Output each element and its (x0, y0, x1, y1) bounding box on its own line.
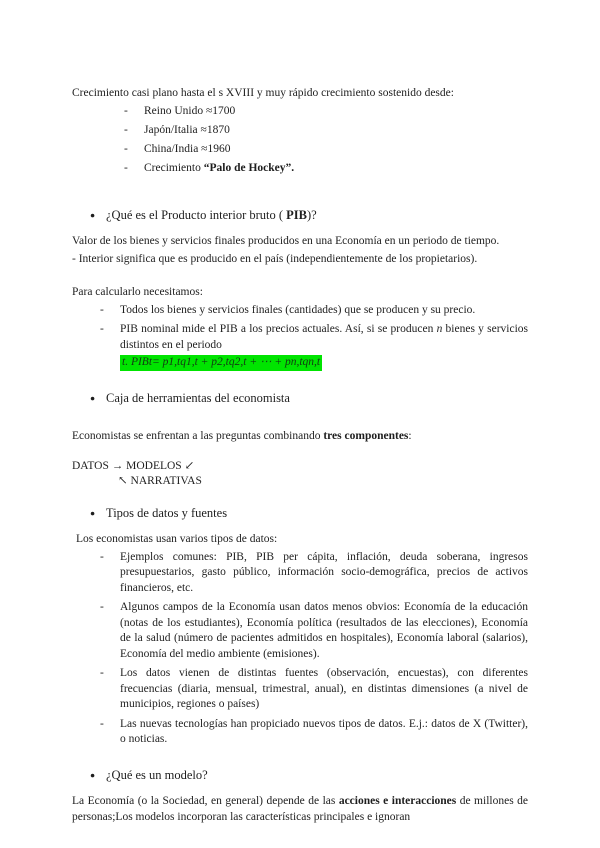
text-run: ¿Qué es el Producto interior bruto ( (106, 207, 287, 222)
list-item (124, 142, 528, 158)
list-item (100, 550, 528, 597)
spacer (72, 752, 528, 768)
section-heading-data-types (90, 506, 528, 523)
list-item (100, 600, 528, 662)
text-run: bienes y servicios distintos en el periodo (120, 323, 529, 351)
list-item-text (144, 161, 528, 177)
datos-modelos-narrativas-diagram (72, 459, 528, 490)
list-item-text: Las nuevas tecnologías han propiciado nuevos tipos de datos. E.j.: datos de X (Twitter), o noticias. (120, 717, 528, 745)
bullet-icon: ● (90, 769, 96, 780)
list-dash: - (100, 717, 104, 730)
list-item-text: Todos los bienes y servicios finales (cantidades) que se producen y su precio. (120, 303, 476, 316)
diagram-line-narrativas: ↖ NARRATIVAS (118, 475, 202, 487)
list-item-text: China/India ≈1960 (144, 142, 231, 155)
bold-run: “Palo de Hockey”. (203, 161, 295, 174)
section-heading-toolbox (90, 391, 528, 408)
list-item-text: Reino Unido ≈1700 (144, 104, 236, 117)
data-types-lead: Los economistas usan varios tipos de datos: (76, 533, 278, 545)
model-paragraph (72, 794, 528, 825)
spacer (72, 447, 528, 459)
pib-formula-highlighted: t. PIBt= p1,tq1,t + p2,tq2,t + ⋯ + pn,tqn,t (120, 355, 322, 371)
italic-run: n (436, 323, 443, 335)
spacer (72, 180, 528, 208)
section-heading-pib (90, 208, 528, 225)
diagram-line-datos-modelos: DATOS → MODELOS ↙ (72, 459, 195, 472)
list-item-text: Ejemplos comunes: PIB, PIB per cápita, inflación, deuda soberana, ingresos presupuestarios, gasto público, información socio-demográfica, precios de activos financieros, etc. (120, 550, 528, 594)
list-item (124, 104, 528, 120)
pib-definition: Valor de los bienes y servicios finales producidos en una Economía en un periodo de tiempo. (72, 235, 500, 247)
list-dash: - (100, 323, 104, 335)
list-dash: - (124, 104, 128, 117)
bullet-icon: ● (90, 507, 96, 518)
heading-text: ¿Qué es un modelo? (106, 767, 208, 782)
list-item-text: Los datos vienen de distintas fuentes (observación, encuestas), con diferentes frecuencias (diaria, mensual, trimestral, anual), en distintas dimensiones (a nivel de municipios, regiones o países) (120, 667, 528, 710)
bold-run: PIB (286, 207, 308, 222)
spacer (72, 490, 528, 506)
list-dash: - (100, 550, 104, 563)
list-item-text: Japón/Italia ≈1870 (144, 123, 230, 136)
text-run: de millones de personas;Los modelos incorporan las características principales e ignoran (72, 795, 528, 823)
list-item (124, 161, 528, 177)
list-dash: - (124, 161, 128, 174)
list-item (100, 322, 528, 371)
text-run: Economistas se enfrentan a las preguntas combinando (72, 430, 324, 442)
bold-run: tres componentes (323, 430, 409, 442)
bullet-icon: ● (90, 209, 96, 220)
heading-text: Caja de herramientas del economista (106, 390, 290, 405)
calc-lead: Para calcularlo necesitamos: (72, 286, 203, 298)
text-run: Crecimiento (144, 161, 204, 174)
toolbox-intro (72, 429, 528, 445)
text-run: La Economía (o la Sociedad, en general) depende de las (72, 795, 339, 807)
bold-run: acciones e interacciones (338, 795, 457, 807)
growth-list (124, 104, 528, 177)
intro-paragraph: Crecimiento casi plano hasta el s XVIII y muy rápido crecimiento sostenido desde: (72, 87, 454, 99)
data-types-list (100, 550, 528, 748)
list-item (100, 303, 528, 319)
list-item (100, 666, 528, 713)
spacer (72, 375, 528, 391)
heading-text: Tipos de datos y fuentes (106, 505, 228, 520)
list-item-text (120, 322, 528, 371)
list-dash: - (100, 601, 104, 613)
list-dash: - (124, 142, 128, 155)
list-dash: - (124, 123, 128, 136)
spacer (72, 269, 528, 285)
list-item (124, 123, 528, 139)
bullet-icon: ● (90, 392, 96, 403)
calc-list (100, 303, 528, 371)
pib-note: - Interior significa que es producido en el país (independientemente de los propietarios). (72, 252, 478, 265)
text-run: PIB nominal mide el PIB a los precios actuales. Así, si se producen (120, 323, 437, 335)
list-dash: - (100, 303, 104, 316)
spacer (72, 417, 528, 429)
list-item (100, 717, 528, 748)
text-run: : (408, 430, 412, 442)
list-item-text: Algunos campos de la Economía usan datos menos obvios: Economía de la educación (notas de los estudiantes), Economía política (resultados de las elecciones), Economía de la salud (número de pacientes admitidos en hospitales), Economía laboral (salarios), Economía del medio ambiente (emisiones). (120, 601, 528, 660)
heading-text (106, 208, 317, 224)
text-run: )? (307, 207, 317, 222)
list-dash: - (100, 667, 104, 679)
section-heading-model (90, 768, 528, 785)
